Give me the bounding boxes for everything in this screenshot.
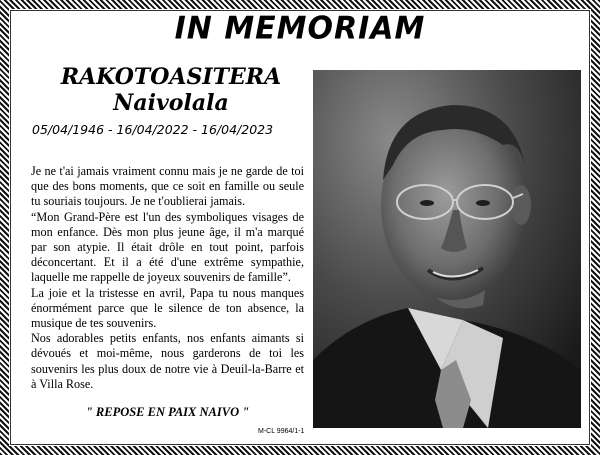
memorial-dates: 05/04/1946 - 16/04/2022 - 16/04/2023 bbox=[32, 122, 274, 137]
tribute-paragraph: La joie et la tristesse en avril, Papa tu nous manques énormément parce que le silence de ton absence, la musique de tes souvenirs. bbox=[31, 285, 304, 331]
tribute-paragraph: Je ne t'ai jamais vraiment connu mais je ne garde de toi que des bons moments, que ce soit en famille ou seule tu souriais toujours. Je ne t'oublierai jamais. bbox=[31, 164, 304, 209]
tribute-paragraph: Nos adorables petits enfants, nos enfants aimants si dévoués et moi-même, nous garderons de toi les souvenirs les plus doux de notre vie à Deuil-la-Barre et à Villa Rose. bbox=[31, 331, 304, 391]
portrait-photo bbox=[313, 70, 581, 428]
reference-code: M-CL 9964/1-1 bbox=[258, 428, 305, 435]
deceased-given-name: Naivolala bbox=[113, 90, 229, 116]
page-title: IN MEMORIAM bbox=[174, 10, 426, 47]
portrait-illustration bbox=[313, 70, 581, 428]
rest-in-peace-line: " REPOSE EN PAIX NAIVO " bbox=[85, 405, 250, 419]
deceased-surname: RAKOTOASITERA bbox=[60, 64, 282, 90]
tribute-text bbox=[31, 164, 304, 392]
tribute-paragraph: “Mon Grand-Père est l'un des symboliques visages de mon enfance. Dès mon plus jeune âge, il m'a marqué par son atypie. Il était drôle en tout point, parfois déconcertant. Et il a été d'une extrême sympathie, laquelle me rappelle de joyeux souvenirs de famille”. bbox=[31, 209, 304, 285]
